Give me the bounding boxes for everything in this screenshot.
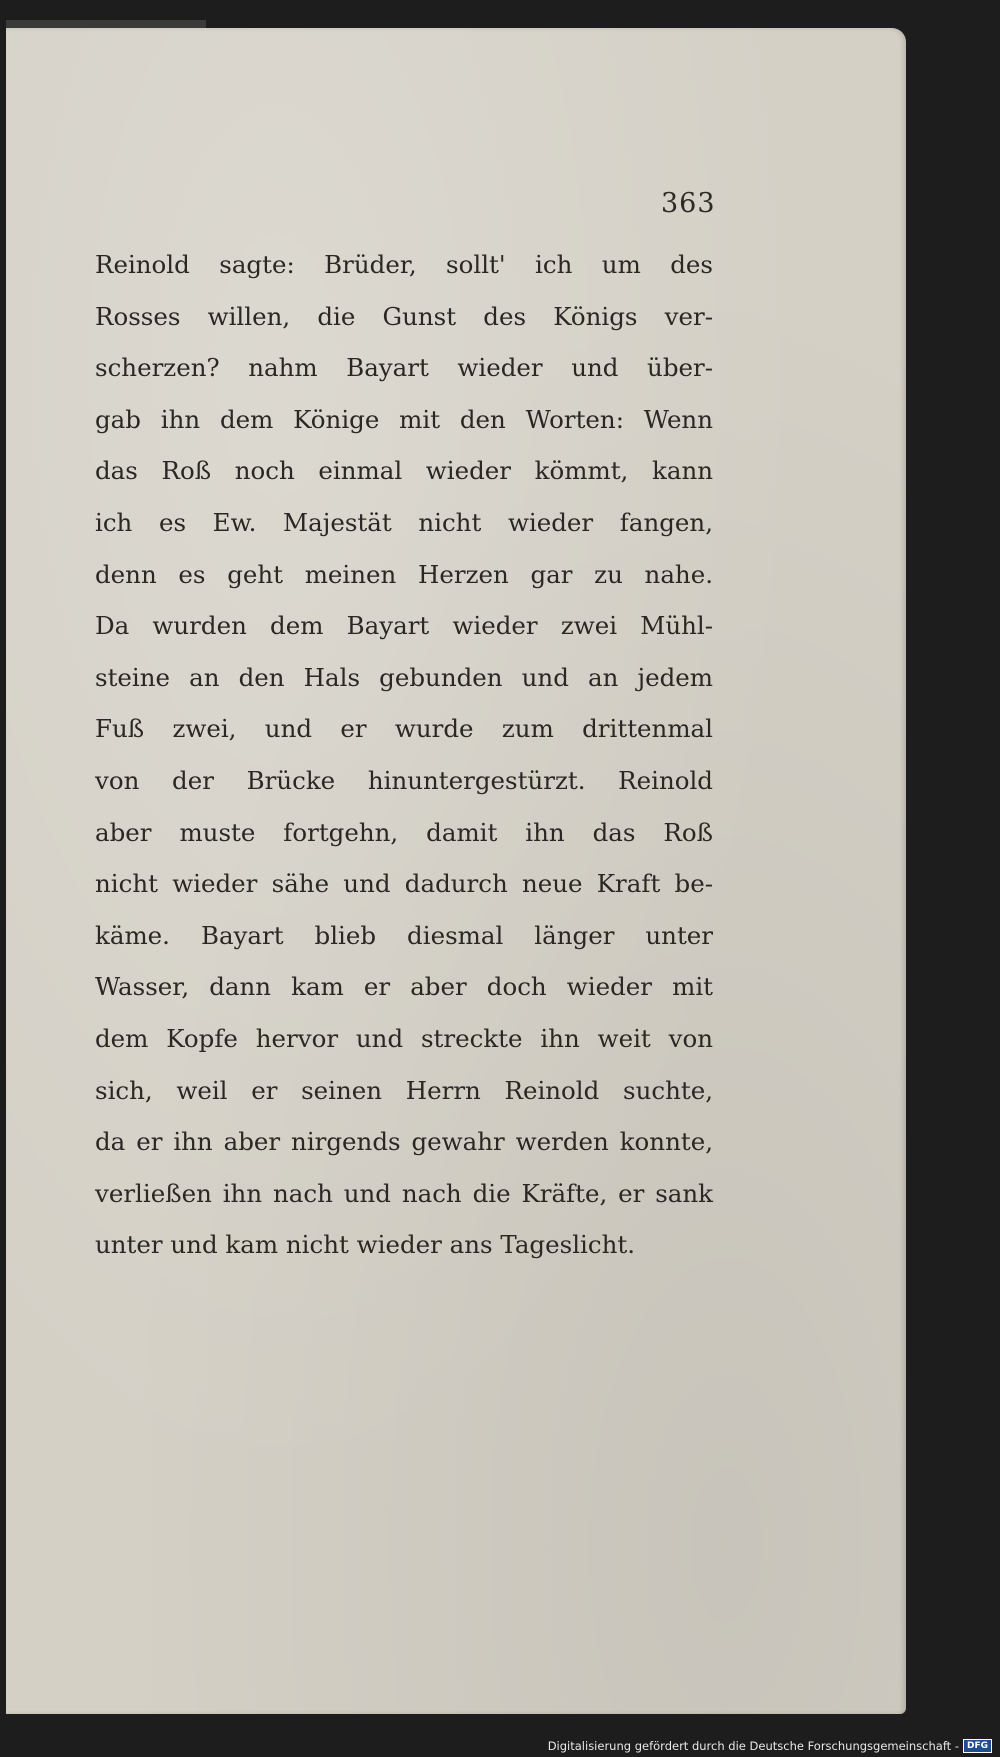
text-line: dem Kopfe hervor und streckte ihn weit von	[95, 1023, 713, 1053]
text-line: Fuß zwei, und er wurde zum drittenmal	[95, 714, 713, 744]
text-line: verließen ihn nach und nach die Kräfte, er sank	[95, 1178, 713, 1208]
text-line: von der Brücke hinuntergestürzt. Reinold	[95, 765, 713, 795]
text-line: ich es Ew. Majestät nicht wieder fangen,	[95, 507, 713, 537]
body-text	[95, 245, 713, 1277]
text-line: Wasser, dann kam er aber doch wieder mit	[95, 972, 713, 1002]
text-line: gab ihn dem Könige mit den Worten: Wenn	[95, 404, 713, 434]
dfg-logo: DFG	[963, 1739, 992, 1753]
text-line: das Roß noch einmal wieder kömmt, kann	[95, 456, 713, 486]
text-line: unter und kam nicht wieder ans Tageslicht.	[95, 1230, 635, 1260]
text-line: sich, weil er seinen Herrn Reinold suchte,	[95, 1075, 713, 1105]
digitization-credit	[548, 1739, 992, 1753]
text-line: denn es geht meinen Herzen gar zu nahe.	[95, 559, 713, 589]
page-number: 363	[661, 188, 716, 219]
text-line: käme. Bayart blieb diesmal länger unter	[95, 920, 713, 950]
text-line: nicht wieder sähe und dadurch neue Kraft be-	[95, 869, 713, 899]
text-line: steine an den Hals gebunden und an jedem	[95, 662, 713, 692]
text-line: Da wurden dem Bayart wieder zwei Mühl-	[95, 611, 713, 641]
text-line: Rosses willen, die Gunst des Königs ver-	[95, 301, 713, 331]
text-line: da er ihn aber nirgends gewahr werden konnte,	[95, 1127, 713, 1157]
credit-text: Digitalisierung gefördert durch die Deutsche Forschungsgemeinschaft -	[547, 1739, 959, 1753]
text-line: scherzen? nahm Bayart wieder und über-	[95, 353, 713, 383]
text-line: Reinold sagte: Brüder, sollt' ich um des	[95, 250, 713, 279]
text-line: aber muste fortgehn, damit ihn das Roß	[95, 817, 713, 847]
